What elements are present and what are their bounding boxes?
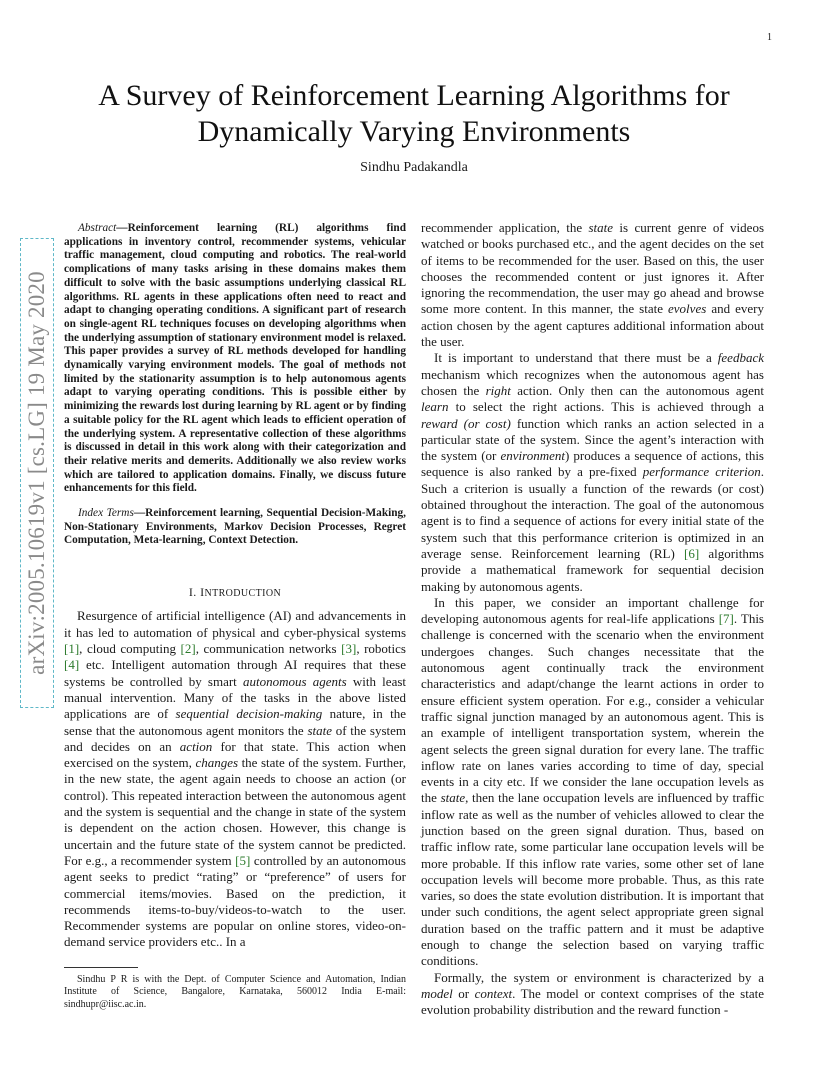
body-paragraph: In this paper, we consider an important challenge for developing autonomous agents for real-life applications [7]. This challenge is concerned with the scenario when the environment undergoes changes. Such changes necessitate that the autonomous agent continually track the environment characteristics and adapt/change the learnt actions in order to ensure efficient system operation. For e.g., consider a vehicular traffic signal junction managed by an autonomous agent. This is an example of intelligent transportation system, wherein the agent selects the green signal duration for every lane. The traffic inflow rate on lanes varies according to time of day, special events in a city etc. If we consider the lane occupation levels as the state, then the lane occupation levels are influenced by traffic inflow rate as well as the number of vehicles allowed to clear the junction based on the green signal duration. Thus, based on traffic inflow rate, some particular lane occupation levels will be more probable. If this inflow rate varies, some other set of lane occupation levels will become more probable. Thus, as this rate varies, so does the state evolution distribution. It is important that under such conditions, the agent select appropriate green signal duration based on the traffic pattern and it must be adaptive enough to change the selection based on varying traffic conditions. <box>421 594 764 969</box>
citation-link[interactable]: [2] <box>180 641 196 657</box>
citation-link[interactable]: [3] <box>341 641 357 657</box>
arxiv-identifier-text: arXiv:2005.10619v1 [cs.LG] 19 May 2020 <box>24 271 49 675</box>
arxiv-identifier-stamp <box>20 238 54 708</box>
body-paragraph: It is important to understand that there must be a feedback mechanism which recognizes when the autonomous agent has chosen the right action. Only then can the autonomous agent learn to select the right actions. This is achieved through a reward (or cost) function which ranks an action selected in a particular state of the system. Since the agent’s interaction with the system (or environment) produces a sequence of actions, this sequence is also ranked by a pre-fixed performance criterion. Such a criterion is usually a function of the rewards (or cost) obtained throughout the interaction. The goal of the autonomous agent is to find a sequence of actions for every initial state of the system such that this performance criterion is optimized in an average sense. Reinforcement learning (RL) [6] algorithms provide a mathematical framework for sequential decision making by autonomous agents. <box>421 350 765 594</box>
page-number: 1 <box>767 32 772 43</box>
citation-link[interactable]: [4] <box>64 657 80 673</box>
section-heading-introduction: I. INTRODUCTION <box>188 585 282 600</box>
body-paragraph: Formally, the system or environment is characterized by a model or context. The model or context comprises of the state evolution probability distribution and the reward function - <box>421 969 764 1018</box>
citation-link[interactable]: [7] <box>718 611 734 627</box>
body-paragraph: recommender application, the state is current genre of videos watched or books purchased etc., and the agent decides on the set of items to be recommended for the user. Based on this, the user chooses the recommended content or just ignores it. After ignoring the recommendation, the user may go ahead and browse some more content. In this manner, the state evolves and every action chosen by the agent captures additional information about the user. <box>421 220 764 350</box>
abstract-label: Abstract <box>78 222 117 234</box>
paper-title: A Survey of Reinforcement Learning Algorithms for Dynamically Varying Environments <box>98 79 730 148</box>
abstract <box>64 222 406 496</box>
left-column <box>64 222 406 951</box>
footnote-rule <box>64 967 138 968</box>
citation-link[interactable]: [6] <box>684 545 700 561</box>
citation-link[interactable]: [1] <box>64 641 80 657</box>
abstract-text: —Reinforcement learning (RL) algorithms find applications in inventory control, recommender systems, vehicular traffic management, cloud computing and robotics. The real-world complications of many tasks arising in these domains makes them difficult to solve with the basic assumptions underlying classical RL algorithms. RL agents in these applications often need to react and adapt to changing operating conditions. A significant part of research on single-agent RL techniques focuses on developing algorithms when the underlying assumption of stationary environment model is relaxed. This paper provides a survey of RL methods developed for handling dynamically varying environment models. The goal of methods not limited by the stationarity assumption is to help autonomous agents adapt to varying operating conditions. This is possible either by minimizing the rewards lost during learning by RL agent or by finding a suitable policy for the RL agent which leads to efficient operation of the underlying system. A representative collection of these algorithms is discussed in detail in this work along with their categorization and their relative merits and demerits. Additionally we also review works which are tailored to application domains. Finally, we discuss future enhancements for this field. <box>64 222 406 495</box>
intro-paragraph: Resurgence of artificial intelligence (AI) and advancements in it has led to automation of physical and cyber-physical systems [1], cloud computing [2], communication networks [3], robotics [4] etc. Intelligent automation through AI requires that these systems be controlled by smart autonomous agents with least manual intervention. Many of the tasks in the above listed applications are of sequential decision-making nature, in the sense that the autonomous agent monitors the state of the system and decides on an action for that state. This action when exercised on the system, changes the state of the system. Further, in the new state, the agent again needs to choose an action (or control). This repeated interaction between the autonomous agent and the system is sequential and the change in state of the system is dependent on the action chosen. However, this change is uncertain and the future state of the system cannot be predicted. For e.g., a recommender system [5] controlled by an autonomous agent seeks to predict “rating” or “preference” of users for commercial items/movies. Based on the prediction, it recommends items-to-buy/videos-to-watch to the user. Recommender systems are popular on online stores, video-on-demand service providers etc.. In a <box>64 608 407 950</box>
index-terms <box>64 507 406 548</box>
author-affiliation-footnote: Sindhu P R is with the Dept. of Computer Science and Automation, Indian Institute of Science, Bangalore, Karnataka, 560012 India E-mail: sindhupr@iisc.ac.in. <box>64 974 406 1010</box>
index-terms-label: Index Terms <box>78 507 134 520</box>
citation-link[interactable]: [5] <box>235 852 251 868</box>
index-terms-text: —Reinforcement learning, Sequential Decision-Making, Non-Stationary Environments, Markov Decision Processes, Regret Computation, Meta-learning, Context Detection. <box>64 507 407 547</box>
author-name: Sindhu Padakandla <box>360 160 468 175</box>
right-column <box>421 220 764 1019</box>
